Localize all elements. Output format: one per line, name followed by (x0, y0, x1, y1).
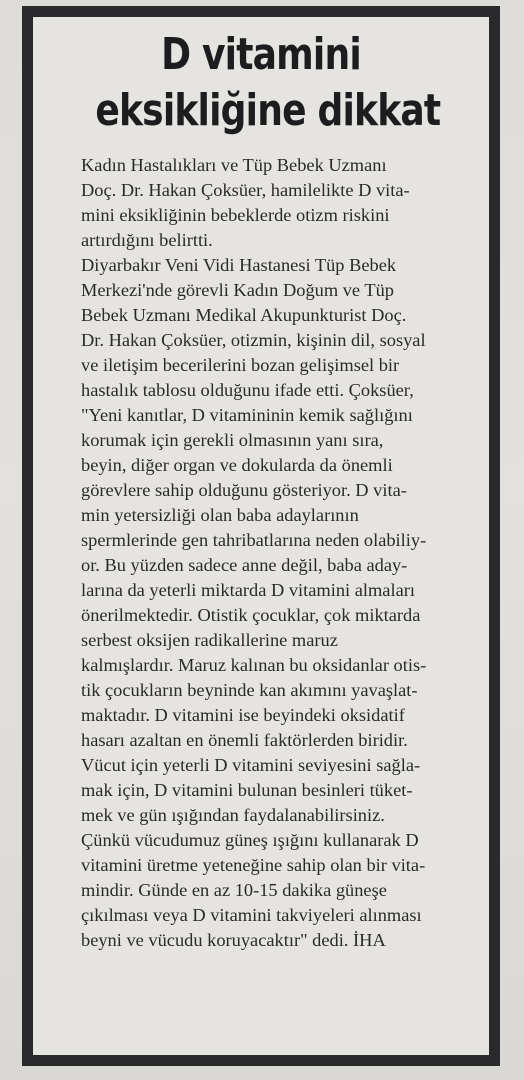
headline-line-1: D vitamini (161, 29, 361, 80)
paragraph-line: Çünkü vücudumuz güneş ışığını kullanarak D (81, 830, 419, 850)
paragraph-line: Diyarbakır Veni Vidi Hastanesi Tüp Bebek (81, 255, 397, 275)
paragraph-line: serbest oksijen radikallerine maruz (81, 630, 338, 650)
article-frame (22, 6, 500, 1066)
paragraph-line: kalmışlardır. Maruz kalınan bu oksidanlar otis- (81, 655, 427, 675)
article-paragraph (59, 153, 463, 253)
paragraph-line: Dr. Hakan Çoksüer, otizmin, kişinin dil, sosyal (81, 330, 426, 350)
paragraph-line: mek ve gün ışığından faydalanabilirsiniz. (81, 805, 385, 825)
paragraph-line: mak için, D vitamini bulunan besinleri tüket- (81, 780, 413, 800)
paragraph-line: görevlere sahip olduğunu gösteriyor. D vita- (81, 480, 407, 500)
paragraph-line: ve iletişim becerilerini bozan gelişimsel bir (81, 355, 400, 375)
paragraph-line: tik çocukların beyninde kan akımını yavaşlat- (81, 680, 418, 700)
paragraph-line: önerilmektedir. Otistik çocuklar, çok miktarda (81, 605, 421, 625)
article-headline (59, 27, 463, 139)
paragraph-line: mindir. Günde en az 10-15 dakika güneşe (81, 880, 387, 900)
paragraph-line: artırdığını belirtti. (81, 230, 213, 250)
article-paragraph (59, 253, 463, 953)
headline-line-2: eksikliğine dikkat (95, 85, 441, 136)
paragraph-line: çıkılması veya D vitamini takviyeleri alınması (81, 905, 422, 925)
paragraph-line: beyni ve vücudu koruyacaktır" dedi. İHA (81, 930, 386, 950)
paragraph-line: Vücut için yeterli D vitamini seviyesini sağla- (81, 755, 421, 775)
paragraph-line: larına da yeterli miktarda D vitamini almaları (81, 580, 415, 600)
article-content (33, 17, 489, 1055)
paragraph-line: mini eksikliğinin bebeklerde otizm riskini (81, 205, 390, 225)
paragraph-line: korumak için gerekli olmasının yanı sıra, (81, 430, 384, 450)
article-body (59, 153, 463, 953)
paragraph-line: min yetersizliği olan baba adaylarının (81, 505, 359, 525)
paragraph-line: maktadır. D vitamini ise beyindeki oksidatif (81, 705, 405, 725)
paragraph-line: or. Bu yüzden sadece anne değil, baba aday- (81, 555, 408, 575)
paragraph-line: Merkezi'nde görevli Kadın Doğum ve Tüp (81, 280, 394, 300)
paragraph-line: Bebek Uzmanı Medikal Akupunkturist Doç. (81, 305, 407, 325)
paragraph-line: spermlerinde gen tahribatlarına neden olabiliy- (81, 530, 427, 550)
paragraph-line: hasarı azaltan en önemli faktörlerden biridir. (81, 730, 408, 750)
paragraph-line: "Yeni kanıtlar, D vitamininin kemik sağlığını (81, 405, 413, 425)
paragraph-line: beyin, diğer organ ve dokularda da önemli (81, 455, 393, 475)
paragraph-line: Doç. Dr. Hakan Çoksüer, hamilelikte D vita- (81, 180, 410, 200)
paragraph-line: hastalık tablosu olduğunu ifade etti. Çoksüer, (81, 380, 414, 400)
paragraph-line: vitamini üretme yeteneğine sahip olan bir vita- (81, 855, 426, 875)
paragraph-line: Kadın Hastalıkları ve Tüp Bebek Uzmanı (81, 155, 387, 175)
